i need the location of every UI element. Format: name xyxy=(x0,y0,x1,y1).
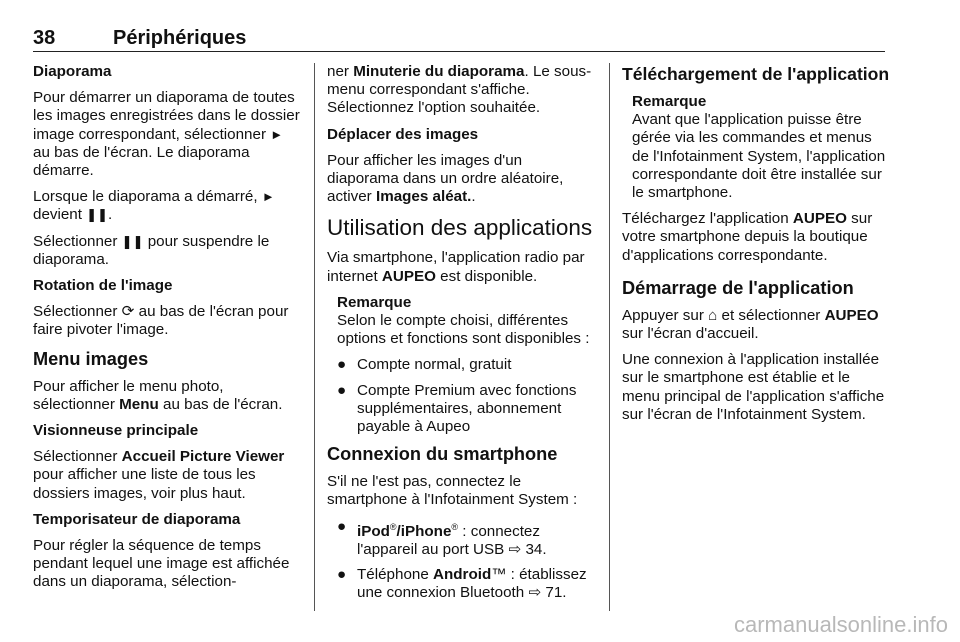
bullet-icon: ● xyxy=(337,517,347,535)
paragraph: Sélectionner ⟳ au bas de l'écran pour faire pivoter l'image. xyxy=(33,303,289,339)
list-item: ● Téléphone Android™ : établissez une connexion Bluetooth ⇨ 71. xyxy=(337,566,587,602)
paragraph: Sélectionner Accueil Picture Viewer pour afficher une liste de tous les dossiers images, voir plus haut. xyxy=(33,448,285,502)
home-icon: ⌂ xyxy=(708,306,718,324)
column-3 xyxy=(622,63,890,432)
page-ref-icon: ⇨ xyxy=(508,540,522,558)
heading-telechargement: Téléchargement de l'application xyxy=(622,64,890,84)
page-number: 38 xyxy=(33,27,56,49)
heading-deplacer: Déplacer des images xyxy=(327,125,479,143)
bullet-icon: ● xyxy=(337,381,347,399)
paragraph: Via smartphone, l'application radio par internet AUPEO est disponible. xyxy=(327,249,585,285)
page-title: Périphériques xyxy=(113,27,247,49)
paragraph: Pour afficher les images d'un diaporama dans un ordre aléatoire, activer Images aléat.. xyxy=(327,151,564,206)
column-divider xyxy=(314,63,315,611)
note-title: Remarque xyxy=(632,93,707,110)
pause-icon: ❚❚ xyxy=(121,233,144,249)
list-item: ● Compte Premium avec fonctions supplémentaires, abonnement payable à Aupeo xyxy=(337,381,577,436)
page-header xyxy=(33,27,885,52)
heading-menu-images: Menu images xyxy=(33,348,149,369)
paragraph: Sélectionner ❚❚ pour suspendre le diaporama. xyxy=(33,232,270,268)
paragraph: Appuyer sur ⌂ et sélectionner AUPEO sur l'écran d'accueil. xyxy=(622,306,879,343)
bullet-icon: ● xyxy=(337,356,347,374)
paragraph: Lorsque le diaporama a démarré, ► devient ❚❚. xyxy=(33,188,275,224)
column-2 xyxy=(327,63,595,610)
page-ref-link[interactable]: 34. xyxy=(525,540,547,558)
column-divider xyxy=(609,63,610,611)
note-text: Selon le compte choisi, différentes options et fonctions sont disponibles : xyxy=(337,312,590,348)
heading-diaporama: Diaporama xyxy=(33,63,112,80)
bullet-list xyxy=(327,356,595,436)
paragraph: Pour régler la séquence de temps pendant lequel une image est affichée dans un diaporama, sélection- xyxy=(33,537,290,591)
list-item: ● iPod®/iPhone® : connectez l'appareil au port USB ⇨ 34. xyxy=(337,517,547,558)
page-ref-icon: ⇨ xyxy=(528,584,542,602)
paragraph: Pour démarrer un diaporama de toutes les images enregistrées dans le dossier image correspondant, sélectionner ► au bas de l'écran. Le diaporama démarre. xyxy=(33,89,300,180)
heading-utilisation: Utilisation des applications xyxy=(327,215,593,241)
heading-connexion: Connexion du smartphone xyxy=(327,444,558,465)
heading-rotation: Rotation de l'image xyxy=(33,277,173,295)
note-title: Remarque xyxy=(337,293,412,311)
watermark: carmanualsonline.info xyxy=(733,612,948,637)
bullet-icon: ● xyxy=(337,566,347,584)
note-box xyxy=(632,93,890,202)
page-ref-link[interactable]: 71. xyxy=(545,584,567,602)
paragraph: Une connexion à l'application installée sur le smartphone est établie et le menu principal de l'application s'affiche sur l'écran de l'Infotainment System. xyxy=(622,351,885,423)
bullet-list xyxy=(327,518,595,603)
play-icon: ► xyxy=(270,126,284,142)
note-text: Avant que l'application puisse être gérée via les commandes et menus de l'Infotainment System, l'application correspondante doit être installée sur le smartphone. xyxy=(632,111,886,202)
heading-visionneuse: Visionneuse principale xyxy=(33,422,199,440)
list-item: ● Compte normal, gratuit xyxy=(337,356,512,374)
note-box xyxy=(337,294,595,349)
paragraph: ner Minuterie du diaporama. Le sous-menu correspondant s'affiche. Sélectionnez l'option souhaitée. xyxy=(327,63,592,117)
column-1 xyxy=(33,63,301,592)
paragraph: Téléchargez l'application AUPEO sur votre smartphone depuis la boutique d'applications correspondante. xyxy=(622,210,873,264)
paragraph: Pour afficher le menu photo, sélectionner Menu au bas de l'écran. xyxy=(33,377,283,413)
pause-icon: ❚❚ xyxy=(86,207,109,223)
paragraph: S'il ne l'est pas, connectez le smartphone à l'Infotainment System : xyxy=(327,473,578,509)
heading-temporisateur: Temporisateur de diaporama xyxy=(33,510,241,528)
play-icon: ► xyxy=(261,189,275,205)
heading-demarrage: Démarrage de l'application xyxy=(622,277,854,298)
rotate-icon: ⟳ xyxy=(121,303,135,321)
